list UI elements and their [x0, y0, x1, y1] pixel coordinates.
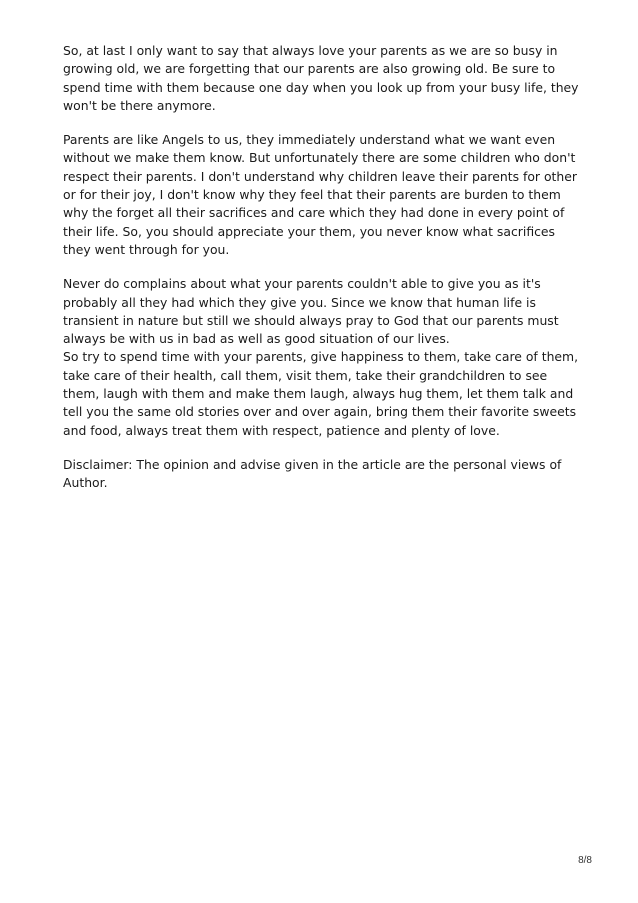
article-body [63, 42, 583, 509]
paragraph-conclusion: So, at last I only want to say that always love your parents as we are so busy in growing old, we are forgetting that our parents are also growing old. Be sure to spend time with them because one day when you look up from your busy life, they won't be there anymore. [63, 43, 579, 113]
paragraph-disclaimer: Disclaimer: The opinion and advise given in the article are the personal views of Author. [63, 456, 562, 491]
paragraph-spend-time: So try to spend time with your parents, give happiness to them, take care of them, take care of their health, call them, visit them, take their grandchildren to see them, laugh with them and make them laugh, always hug them, let them talk and tell you the same old stories over and over again, bring them their favorite sweets and food, always treat them with respect, patience and plenty of love. [63, 349, 579, 438]
paragraph-parents-angels: Parents are like Angels to us, they immediately understand what we want even without we make them know. But unfortunately there are some children who don't respect their parents. I don't understand why children leave their parents for other or for their joy, I don't know why they feel that their parents are burden to them why the forget all their sacrifices and care which they had done in every point of their life. So, you should appreciate your them, you never know what sacrifices they went through for you. [63, 132, 577, 257]
page-number: 8/8 [578, 855, 592, 866]
paragraph-never-complain: Never do complains about what your parents couldn't able to give you as it's probably all they had which they give you. Since we know that human life is transient in nature but still we should always pray to God that our parents must always be with us in bad as well as good situation of our lives. [63, 276, 559, 347]
